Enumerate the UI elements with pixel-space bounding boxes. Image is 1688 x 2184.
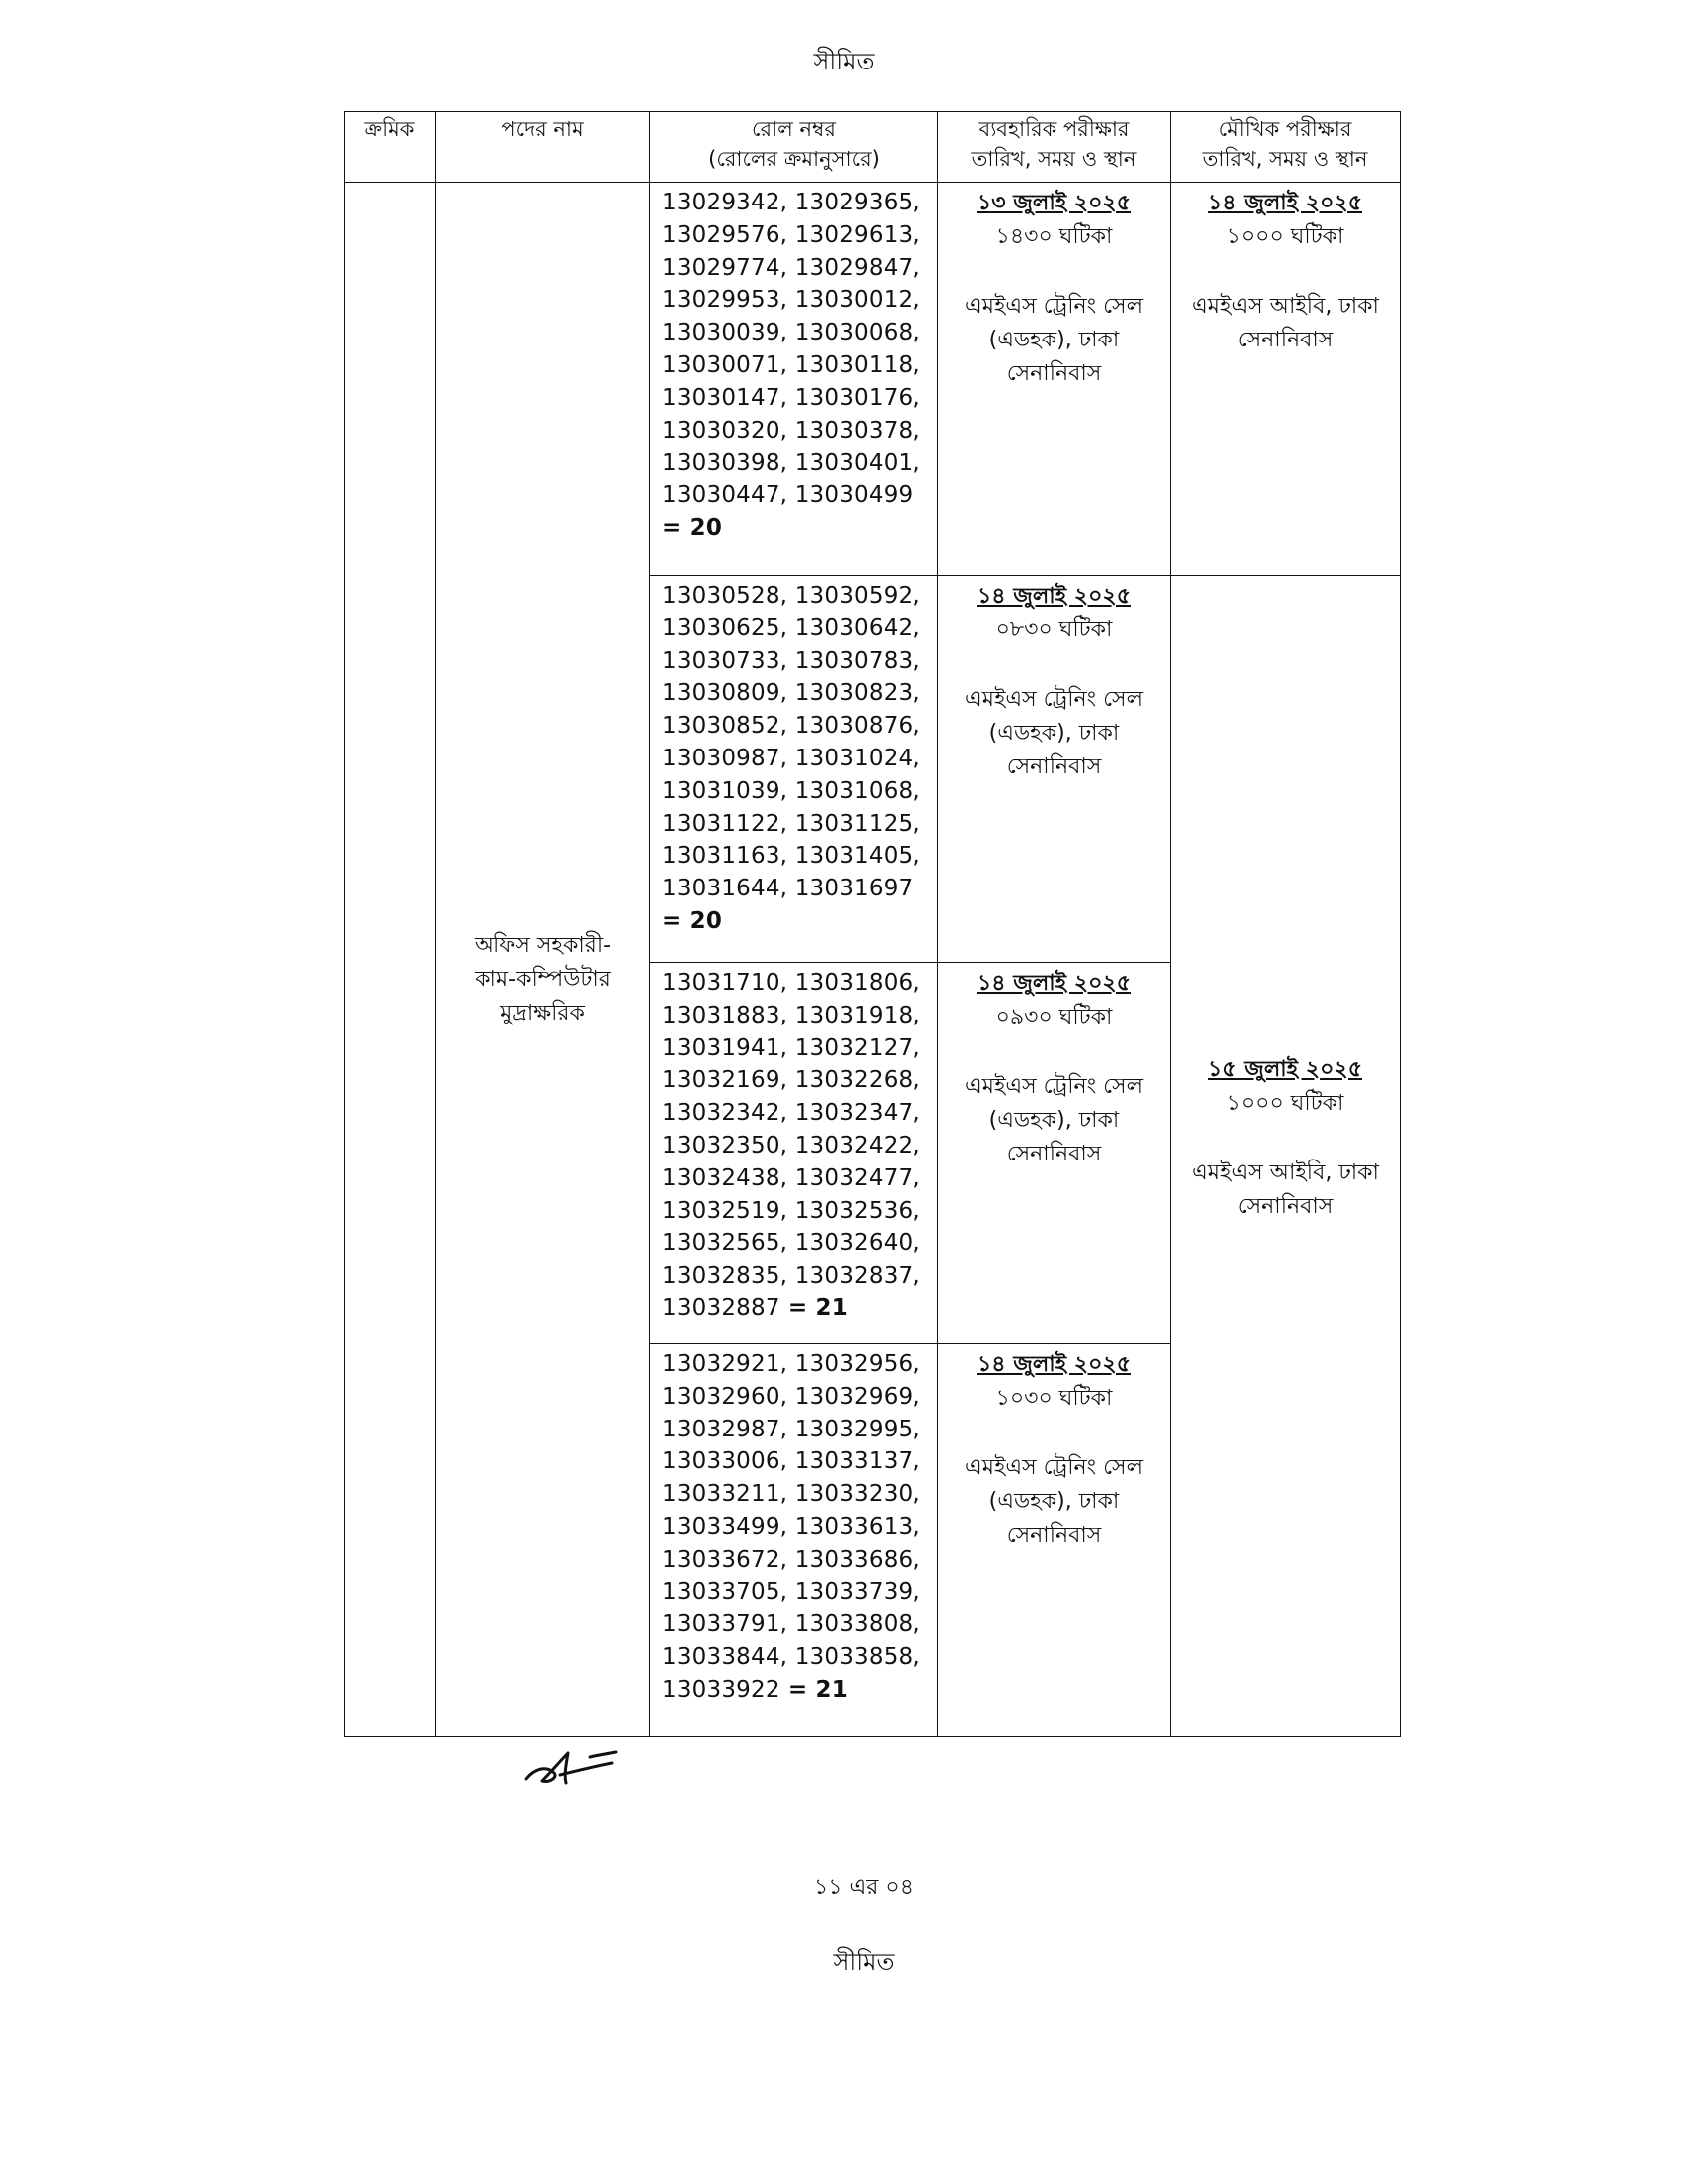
roll-number-line: 13032438, 13032477,	[662, 1164, 920, 1191]
roll-number-line: 13030528, 13030592,	[662, 583, 920, 609]
roll-number-line: 13030447, 13030499	[662, 482, 914, 509]
practical-exam-cell	[938, 963, 1171, 1344]
roll-number-line: 13032921, 13032956,	[662, 1351, 920, 1377]
roll-number-line: 13031039, 13031068,	[662, 777, 920, 804]
practical-date: ১৪ জুলাই ২০২৫	[977, 971, 1131, 996]
roll-number-line: 13032835, 13032837,	[662, 1263, 920, 1290]
roll-number-line: 13033499, 13033613,	[662, 1513, 920, 1540]
column-header-post-name: পদের নাম	[436, 112, 650, 183]
roll-number-line: 13029342, 13029365,	[662, 190, 920, 215]
roll-number-line: 13030625, 13030642,	[662, 614, 920, 641]
roll-number-line: 13032169, 13032268,	[662, 1067, 920, 1094]
viva-time: ১০০০ ঘটিকা	[1226, 224, 1344, 249]
roll-number-line: 13030733, 13030783,	[662, 647, 920, 674]
viva-venue: এমইএস আইবি, ঢাকা সেনানিবাস	[1192, 1160, 1379, 1219]
roll-number-line: 13031941, 13032127,	[662, 1034, 920, 1061]
post-name-cell	[436, 183, 650, 1737]
roll-numbers-cell	[650, 963, 938, 1344]
practical-exam-cell	[938, 1344, 1171, 1737]
practical-time: ১৪৩০ ঘটিকা	[995, 224, 1113, 249]
roll-number-line: 13031644, 13031697	[662, 876, 914, 902]
practical-venue: এমইএস ট্রেনিং সেল (এডহক), ঢাকা সেনানিবাস	[965, 1074, 1143, 1166]
roll-numbers-cell	[650, 576, 938, 963]
roll-number-line: 13033705, 13033739,	[662, 1578, 920, 1605]
practical-venue: এমইএস ট্রেনিং সেল (এডহক), ঢাকা সেনানিবাস	[965, 1455, 1143, 1548]
viva-date: ১৫ জুলাই ২০২৫	[1208, 1056, 1362, 1082]
post-name: অফিস সহকারী-কাম-কম্পিউটার মুদ্রাক্ষরিক	[474, 932, 612, 1025]
serial-cell	[345, 183, 436, 1737]
roll-number-line: 13030039, 13030068,	[662, 320, 920, 346]
roll-number-line: 13031710, 13031806,	[662, 970, 920, 996]
roll-number-line: 13029774, 13029847,	[662, 254, 920, 281]
roll-number-line: 13033791, 13033808,	[662, 1611, 920, 1638]
practical-exam-cell	[938, 576, 1171, 963]
roll-number-line: 13030809, 13030823,	[662, 680, 920, 707]
roll-number-line: 13029576, 13029613,	[662, 221, 920, 248]
viva-exam-cell	[1171, 183, 1401, 576]
roll-number-line: 13031163, 13031405,	[662, 843, 920, 870]
column-header-roll-numbers: রোল নম্বর (রোলের ক্রমানুসারে)	[650, 112, 938, 183]
roll-number-line: 13032887 = 21	[662, 1295, 848, 1321]
roll-numbers-cell	[650, 1344, 938, 1737]
roll-number-line: 13032960, 13032969,	[662, 1383, 920, 1410]
column-header-practical-exam: ব্যবহারিক পরীক্ষার তারিখ, সময় ও স্থান	[938, 112, 1171, 183]
roll-total: = 21	[779, 1676, 848, 1703]
roll-number-line: 13031883, 13031918,	[662, 1002, 920, 1028]
roll-number-line: 13032519, 13032536,	[662, 1197, 920, 1224]
roll-total: = 20	[662, 514, 723, 541]
practical-time: ১০৩০ ঘটিকা	[995, 1386, 1113, 1411]
viva-exam-cell	[1171, 576, 1401, 1737]
roll-number-line: 13030071, 13030118,	[662, 351, 920, 378]
exam-schedule-table	[344, 111, 1401, 1737]
classification-footer: সীমিত	[833, 1948, 895, 1976]
page-number: ১১ এর ০৪	[814, 1875, 914, 1900]
viva-venue: এমইএস আইবি, ঢাকা সেনানিবাস	[1192, 294, 1379, 352]
column-header-serial: ক্রমিক	[345, 112, 436, 183]
roll-number-line: 13032350, 13032422,	[662, 1132, 920, 1159]
practical-date: ১৪ জুলাই ২০২৫	[977, 584, 1131, 609]
practical-venue: এমইএস ট্রেনিং সেল (এডহক), ঢাকা সেনানিবাস	[965, 687, 1143, 779]
handwritten-signature	[520, 1743, 639, 1793]
roll-number-line: 13029953, 13030012,	[662, 287, 920, 314]
viva-date: ১৪ জুলাই ২০২৫	[1208, 191, 1362, 215]
roll-number-line: 13030147, 13030176,	[662, 384, 920, 411]
roll-number-line: 13030398, 13030401,	[662, 450, 920, 477]
roll-number-line: 13030320, 13030378,	[662, 417, 920, 444]
practical-date: ১৪ জুলাই ২০২৫	[977, 1352, 1131, 1377]
table-header-row	[345, 112, 1401, 183]
practical-exam-cell	[938, 183, 1171, 576]
roll-number-line: 13033922 = 21	[662, 1676, 848, 1703]
roll-number-line: 13032342, 13032347,	[662, 1100, 920, 1127]
roll-number-line: 13032565, 13032640,	[662, 1230, 920, 1257]
classification-header: সীমিত	[813, 48, 875, 75]
roll-numbers-cell	[650, 183, 938, 576]
roll-number-line: 13032987, 13032995,	[662, 1416, 920, 1442]
table-row	[345, 183, 1401, 576]
roll-total: = 21	[779, 1295, 848, 1321]
roll-number-line: 13030987, 13031024,	[662, 745, 920, 771]
practical-time: ০৮৩০ ঘটিকা	[995, 617, 1113, 642]
roll-total: = 20	[662, 907, 723, 934]
practical-time: ০৯৩০ ঘটিকা	[995, 1005, 1113, 1029]
roll-number-line: 13033211, 13033230,	[662, 1481, 920, 1508]
roll-number-line: 13033844, 13033858,	[662, 1644, 920, 1671]
roll-number-line: 13031122, 13031125,	[662, 810, 920, 837]
roll-number-line: 13033006, 13033137,	[662, 1448, 920, 1475]
roll-number-line: 13030852, 13030876,	[662, 713, 920, 740]
roll-number-line: 13033672, 13033686,	[662, 1546, 920, 1572]
practical-venue: এমইএস ট্রেনিং সেল (এডহক), ঢাকা সেনানিবাস	[965, 294, 1143, 386]
viva-time: ১০০০ ঘটিকা	[1226, 1090, 1344, 1116]
practical-date: ১৩ জুলাই ২০২৫	[977, 191, 1131, 215]
column-header-viva-exam: মৌখিক পরীক্ষার তারিখ, সময় ও স্থান	[1171, 112, 1401, 183]
